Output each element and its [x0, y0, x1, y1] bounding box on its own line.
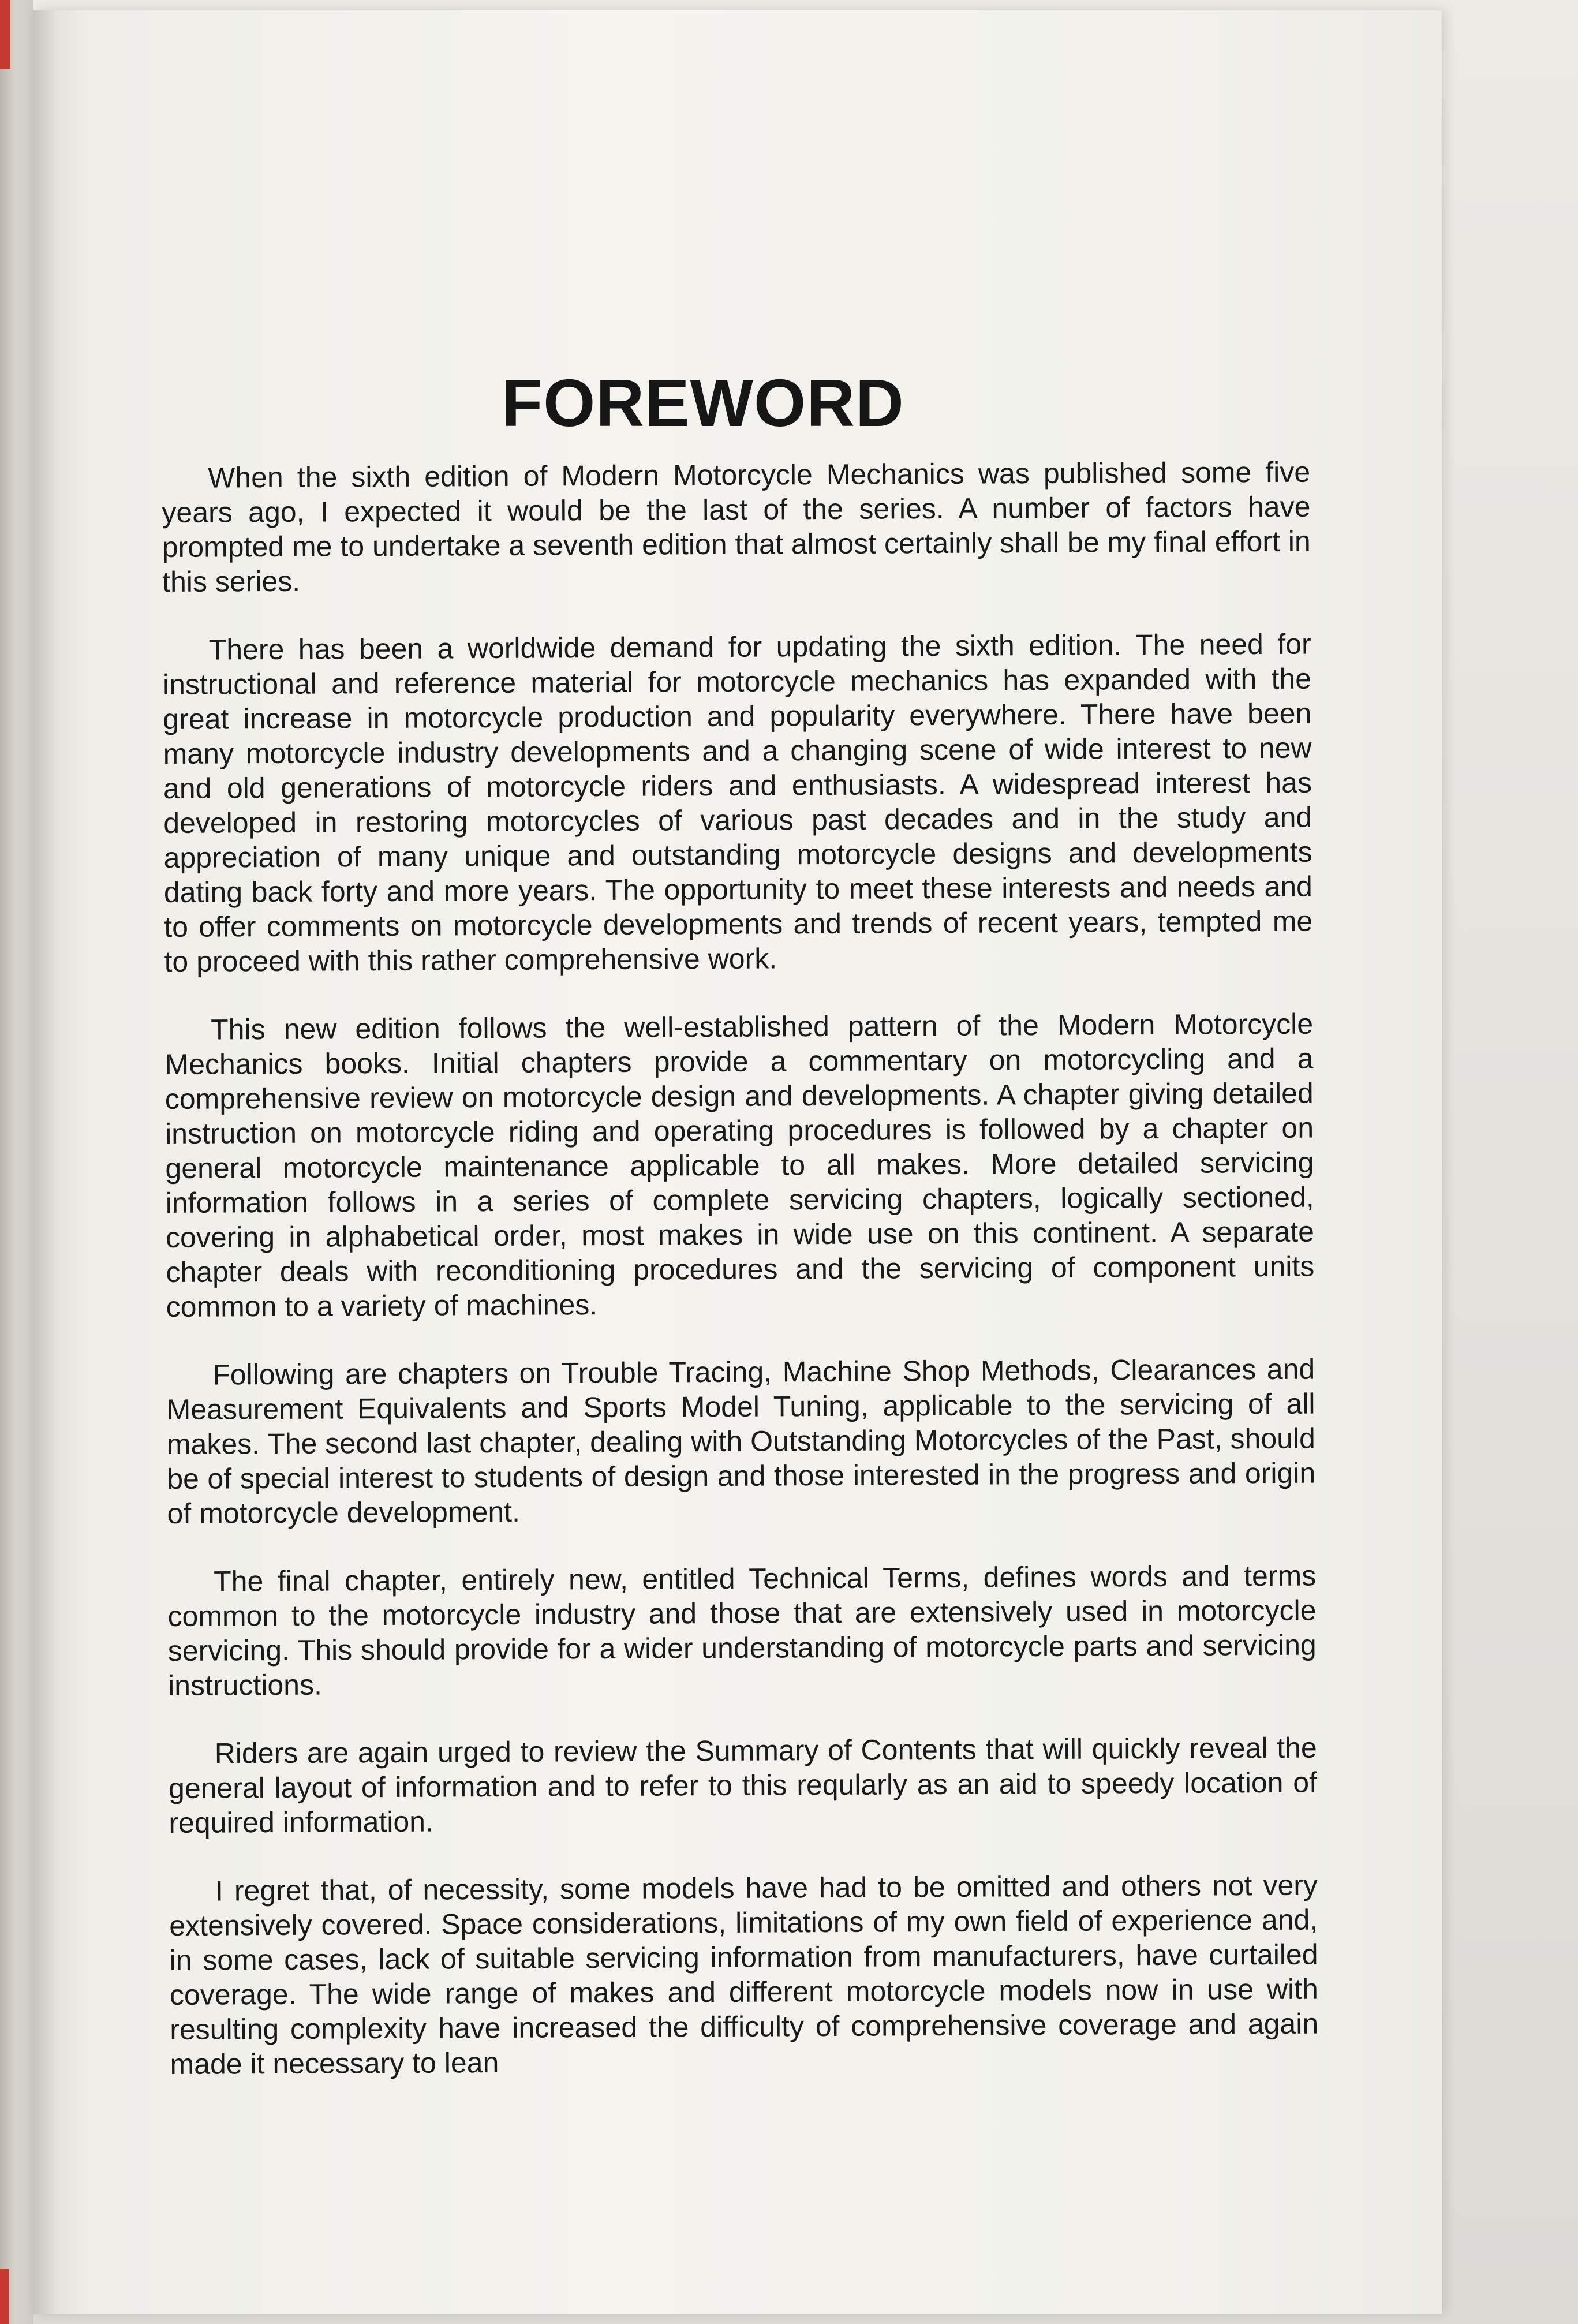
- page-fold-shadow: [33, 10, 57, 2314]
- red-cover-edge-bottom: [0, 2269, 9, 2324]
- paragraph-1: When the sixth edition of Modern Motorcycle Mechanics was published some five years ago, I expected it would be the last of the series. A number of factors have prompted me to undertake a seventh edition that almost certainly shall be my final effort in this series.: [162, 455, 1311, 598]
- book-spine-edge: [0, 0, 33, 2324]
- book-page: [33, 10, 1442, 2314]
- paragraph-4: Following are chapters on Trouble Tracing, Machine Shop Methods, Clearances and Measurement Equivalents and Sports Model Tuning, applicable to the servicing of all makes. The second last chapter, dealing with Outstanding Motorcycles of the Past, should be of special interest to students of design and those interested in the progress and origin of motorcycle development.: [166, 1352, 1316, 1530]
- paragraph-5: The final chapter, entirely new, entitled Technical Terms, defines words and terms common to the motorcycle industry and those that are extensively used in motorcycle servicing. This should provide for a wider understanding of motorcycle parts and servicing instructions.: [167, 1559, 1317, 1702]
- red-cover-edge-top: [0, 0, 10, 69]
- paragraph-7: I regret that, of necessity, some models have had to be omitted and others not very extensively covered. Space considerations, limitations of my own field of experience and, in some cases, lack of suitable servicing information from manufacturers, have curtailed coverage. The wide range of makes and different motorcycle models now in use with resulting complexity have increased the difficulty of comprehensive coverage and again made it necessary to lean: [169, 1869, 1319, 2080]
- paragraph-3: This new edition follows the well-established pattern of the Modern Motorcycle Mechanics books. Initial chapters provide a commentary on motorcycling and a comprehensive review on motorcycle design and developments. A chapter giving detailed instruction on motorcycle riding and operating procedures is followed by a chapter on general motorcycle maintenance applicable to all makes. More detailed servicing information follows in a series of complete servicing chapters, logically sectioned, covering in alphabetical order, most makes in wide use on this continent. A separate chapter deals with reconditioning procedures and the servicing of component units common to a variety of machines.: [164, 1007, 1315, 1323]
- paragraph-2: There has been a worldwide demand for updating the sixth edition. The need for instructional and reference material for motorcycle mechanics has expanded with the great increase in motorcycle production and popularity everywhere. There have been many motorcycle industry developments and a changing scene of wide interest to new and old generations of motorcycle riders and enthusiasts. A widespread interest has developed in restoring motorcycles of various past decades and in the study and appreciation of many unique and outstanding motorcycle designs and developments dating back forty and more years. The opportunity to meet these interests and needs and to offer comments on motorcycle developments and trends of recent years, tempted me to proceed with this rather comprehensive work.: [162, 627, 1313, 978]
- foreword-body: [162, 455, 1319, 2115]
- paragraph-6: Riders are again urged to review the Summary of Contents that will quickly reveal the general layout of information and to refer to this reqularly as an aid to speedy location of required information.: [168, 1731, 1318, 1839]
- page-title: FOREWORD: [502, 365, 904, 440]
